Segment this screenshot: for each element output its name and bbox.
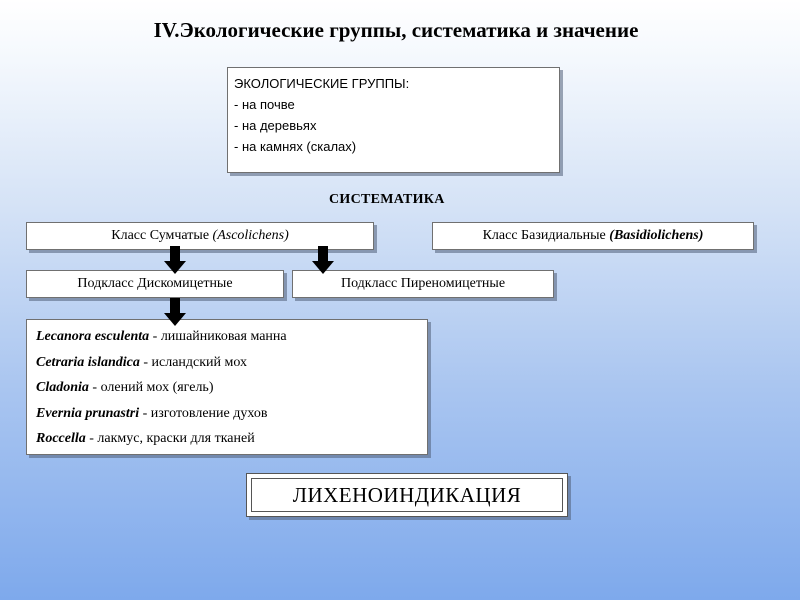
page-title: IV.Экологические группы, систематика и значение — [153, 18, 639, 42]
subclass-pyrenomycetes-label: Подкласс Пиреномицетные — [340, 276, 506, 291]
species-description: - изготовление духов — [139, 405, 268, 421]
species-latin-name: Lecanora esculenta — [36, 329, 150, 344]
species-description: - исландский мох — [139, 354, 248, 370]
species-row — [36, 426, 427, 452]
lichenoindication-box — [246, 473, 568, 517]
class-ascolichens-label: Класс Сумчатые — [111, 228, 213, 243]
eco-group-item: - на деревьях — [234, 118, 317, 133]
species-latin-name: Cladonia — [36, 380, 89, 395]
species-row — [36, 350, 427, 376]
ecological-groups-box — [227, 67, 560, 173]
species-description: - лакмус, краски для тканей — [85, 431, 255, 446]
class-basidiolichens-latin: (Basidiolichens) — [609, 228, 704, 243]
species-box — [26, 319, 428, 455]
species-row — [36, 401, 427, 427]
species-row — [36, 375, 427, 401]
arrow-down-icon — [312, 246, 334, 274]
species-latin-name: Roccella — [36, 431, 86, 446]
subclass-discomycetes-box — [26, 270, 284, 298]
ecological-groups-heading: ЭКОЛОГИЧЕСКИЕ ГРУППЫ: — [234, 76, 410, 91]
arrow-down-icon — [164, 298, 186, 326]
species-latin-name: Evernia prunastri — [36, 405, 140, 421]
arrow-down-icon — [164, 246, 186, 274]
class-basidiolichens-label: Класс Базидиальные — [482, 228, 610, 243]
subclass-discomycetes-label: Подкласс Дискомицетные — [77, 276, 233, 291]
class-basidiolichens-box — [432, 222, 754, 250]
eco-group-item: - на камнях (скалах) — [234, 139, 357, 154]
lichenoindication-inner-border — [251, 478, 563, 512]
species-description: - лишайниковая манна — [149, 329, 287, 344]
subclass-pyrenomycetes-box — [292, 270, 554, 298]
eco-group-item: - на почве — [234, 97, 295, 112]
species-description: - олений мох (ягель) — [88, 380, 214, 395]
lichenoindication-label: ЛИХЕНОИНДИКАЦИЯ — [292, 483, 522, 507]
species-row — [36, 324, 427, 350]
class-ascolichens-latin: (Ascolichens) — [212, 228, 289, 243]
systematics-heading: СИСТЕМАТИКА — [329, 192, 445, 207]
species-latin-name: Cetraria islandica — [36, 354, 140, 370]
